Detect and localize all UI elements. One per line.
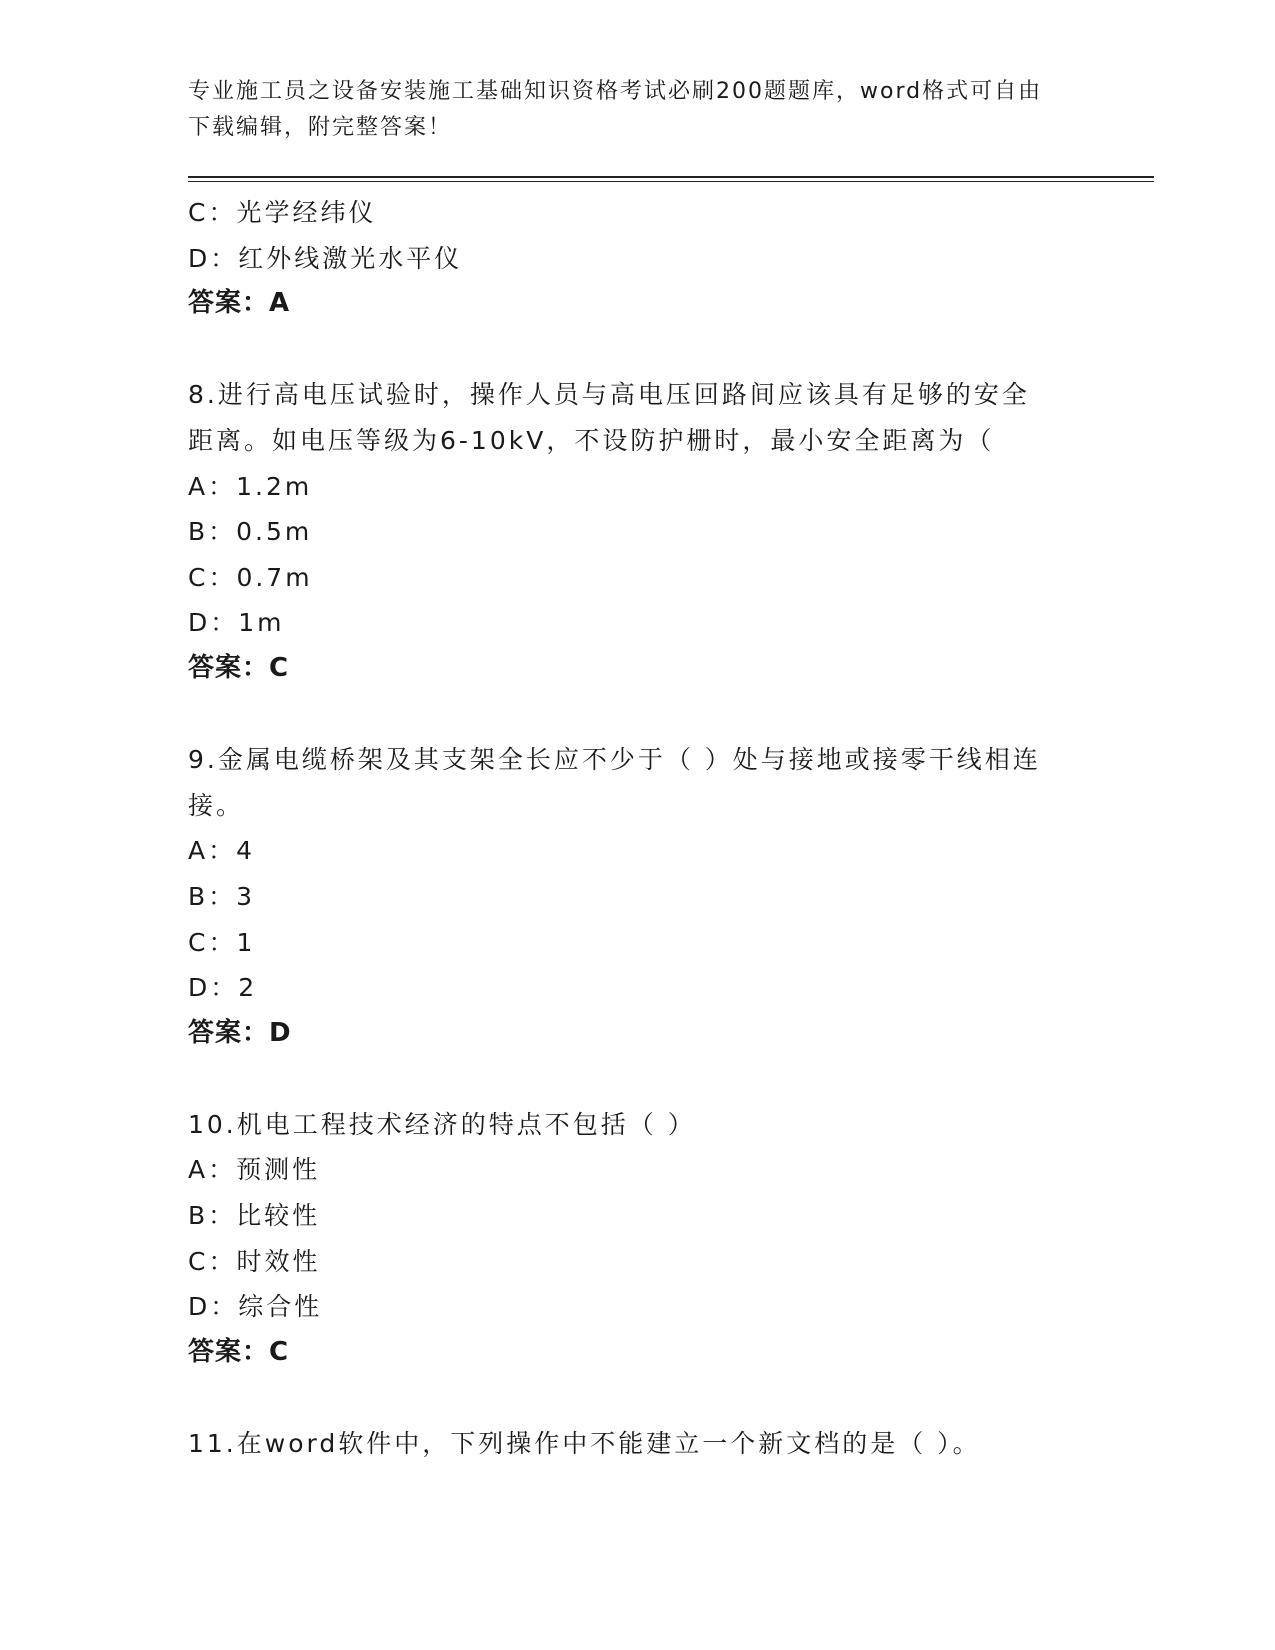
question-9: [188, 737, 1088, 1056]
option-a: A：预测性: [188, 1155, 321, 1185]
header-line-1: 专业施工员之设备安装施工基础知识资格考试必刷200题题库，word格式可自由: [188, 79, 1043, 104]
option-d: D：2: [188, 973, 258, 1003]
answer-label: 答案：C: [188, 652, 290, 683]
option-d: D：1m: [188, 608, 285, 638]
option-d: D：红外线激光水平仪: [188, 243, 463, 273]
spacer: [188, 1375, 1088, 1421]
question-stem: 10.机电工程技术经济的特点不包括（ ）: [188, 1109, 696, 1139]
option-c: C：时效性: [188, 1246, 321, 1276]
option-b: B：0.5m: [188, 517, 313, 547]
question-stem: 8.进行高电压试验时，操作人员与高电压回路间应该具有足够的安全: [188, 380, 1030, 410]
header-line-2: 下载编辑，附完整答案！: [188, 115, 453, 140]
question-stem-continued: 接。: [188, 790, 245, 820]
question-7: [188, 190, 1088, 327]
option-a: A：4: [188, 836, 256, 866]
answer-label: 答案：C: [188, 1336, 290, 1367]
question-list: [188, 190, 1088, 1467]
option-b: B：3: [188, 881, 256, 911]
option-c: C：0.7m: [188, 562, 313, 592]
question-10: [188, 1102, 1088, 1376]
question-stem: 11.在word软件中，下列操作中不能建立一个新文档的是（ ）。: [188, 1429, 981, 1459]
spacer: [188, 1056, 1088, 1102]
option-c: C：光学经纬仪: [188, 198, 377, 227]
spacer: [188, 327, 1088, 373]
question-8: [188, 372, 1088, 691]
answer-label: 答案：D: [188, 1017, 292, 1048]
header-divider-thick: [188, 176, 1154, 178]
option-c: C：1: [188, 927, 256, 957]
header-divider-thin: [188, 181, 1154, 182]
spacer: [188, 692, 1088, 738]
option-d: D：综合性: [188, 1292, 323, 1322]
option-b: B：比较性: [188, 1201, 321, 1231]
document-header: [188, 74, 1068, 146]
question-11: [188, 1421, 1088, 1467]
question-stem-continued: 距离。如电压等级为6-10kV，不设防护栅时，最小安全距离为（: [188, 425, 995, 455]
option-a: A：1.2m: [188, 471, 313, 501]
answer-label: 答案：A: [188, 288, 291, 319]
question-stem: 9.金属电缆桥架及其支架全长应不少于（ ）处与接地或接零干线相连: [188, 745, 1041, 775]
